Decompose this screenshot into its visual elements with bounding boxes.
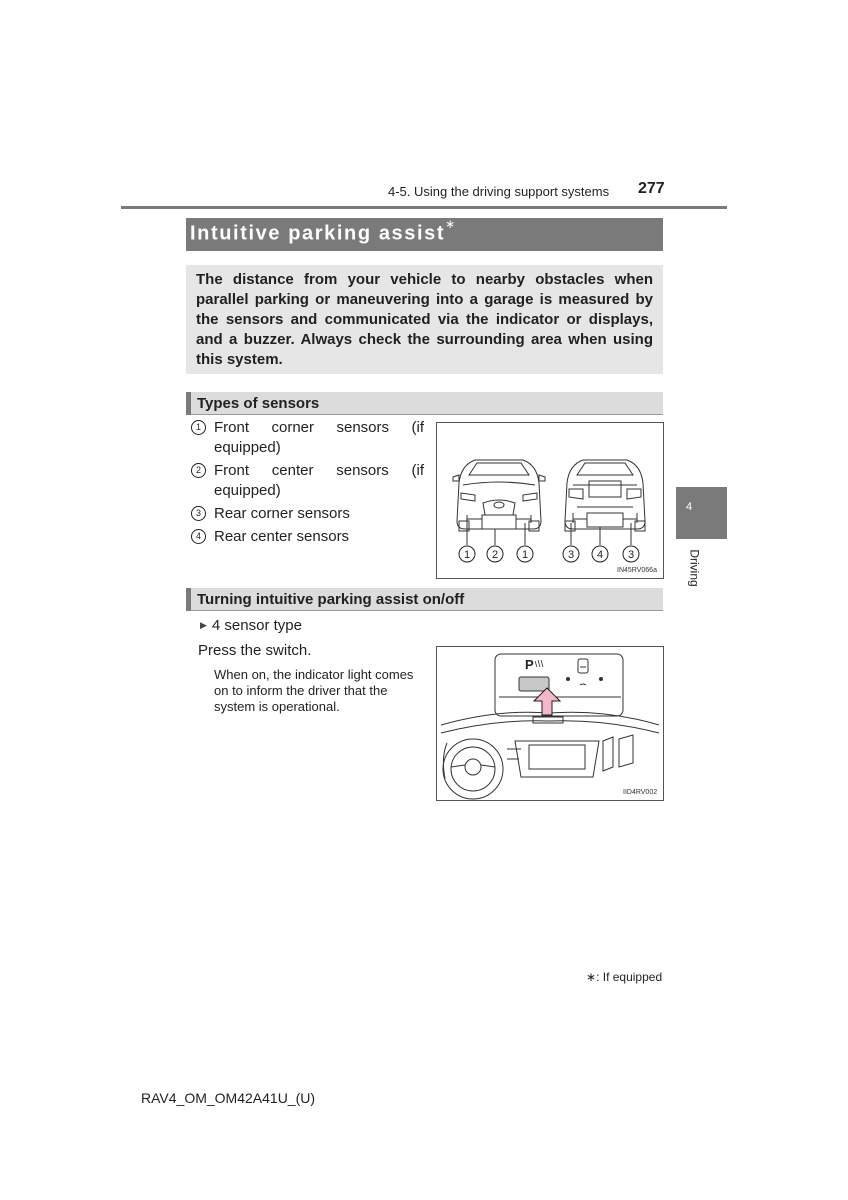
figure-callout-1b: 1 [521,549,529,561]
turning-heading: Turning intuitive parking assist on/off [197,591,465,608]
callout-number: 1 [191,420,206,435]
sensor-type-text: 4 sensor type [211,617,302,634]
list-item-label: Front corner sensors (if [214,419,424,436]
figure-callout-3b: 3 [627,549,635,561]
title-footnote-marker: ∗ [445,217,456,231]
header-rule [121,206,727,209]
page-title-text: Intuitive parking assist [190,222,446,245]
chapter-tab [676,487,727,539]
figure-callout-3: 3 [567,549,575,561]
dashboard-switch-illustration [437,647,663,800]
chapter-tab-number: 4 [686,501,693,513]
list-item [191,504,425,524]
callout-number: 4 [191,529,206,544]
sensor-type-label [200,617,302,634]
switch-p-label: P [525,657,534,672]
figure-code: IN45RV066a [617,567,657,574]
list-item-label: Front center sensors (if [214,462,424,479]
list-item-label-cont: equipped) [214,482,281,499]
list-item-label: Rear center sensors [214,528,350,545]
footnote-text: : If equipped [596,970,663,984]
chapter-tab-label: Driving [687,549,702,587]
list-item-label: Rear corner sensors [214,505,350,522]
list-item [191,461,425,501]
callout-number: 2 [191,463,206,478]
triangle-bullet-icon: ▶ [200,620,207,630]
page-number: 277 [638,180,665,197]
document-footer: RAV4_OM_OM42A41U_(U) [141,1090,316,1106]
sensor-location-figure [436,422,664,579]
figure-callout-1: 1 [463,549,471,561]
running-header-section: 4-5. Using the driving support systems [388,184,610,199]
list-item [191,527,425,547]
figure-code: IID4RV002 [623,789,658,796]
instruction-text: Press the switch. [198,642,312,659]
vehicle-front-rear-illustration [437,423,663,578]
footnote [586,970,662,984]
footnote-marker: ∗ [586,970,597,984]
page-title [190,217,456,246]
list-item-label-cont: equipped) [214,439,281,456]
figure-callout-4: 4 [596,549,604,561]
switch-location-figure [436,646,664,801]
callout-number: 3 [191,506,206,521]
figure-callout-2: 2 [491,549,499,561]
intro-text: The distance from your vehicle to nearby obstacles when parallel parking or maneuvering into a garage is measured by the sensors and communicated via the indicator or displays, and a buzzer. Always check the surrounding area when using this system. [196,271,653,368]
indicator-note: When on, the indicator light comes on to inform the driver that the system is operational. [214,667,414,714]
list-item [191,418,425,458]
types-heading: Types of sensors [197,395,320,412]
